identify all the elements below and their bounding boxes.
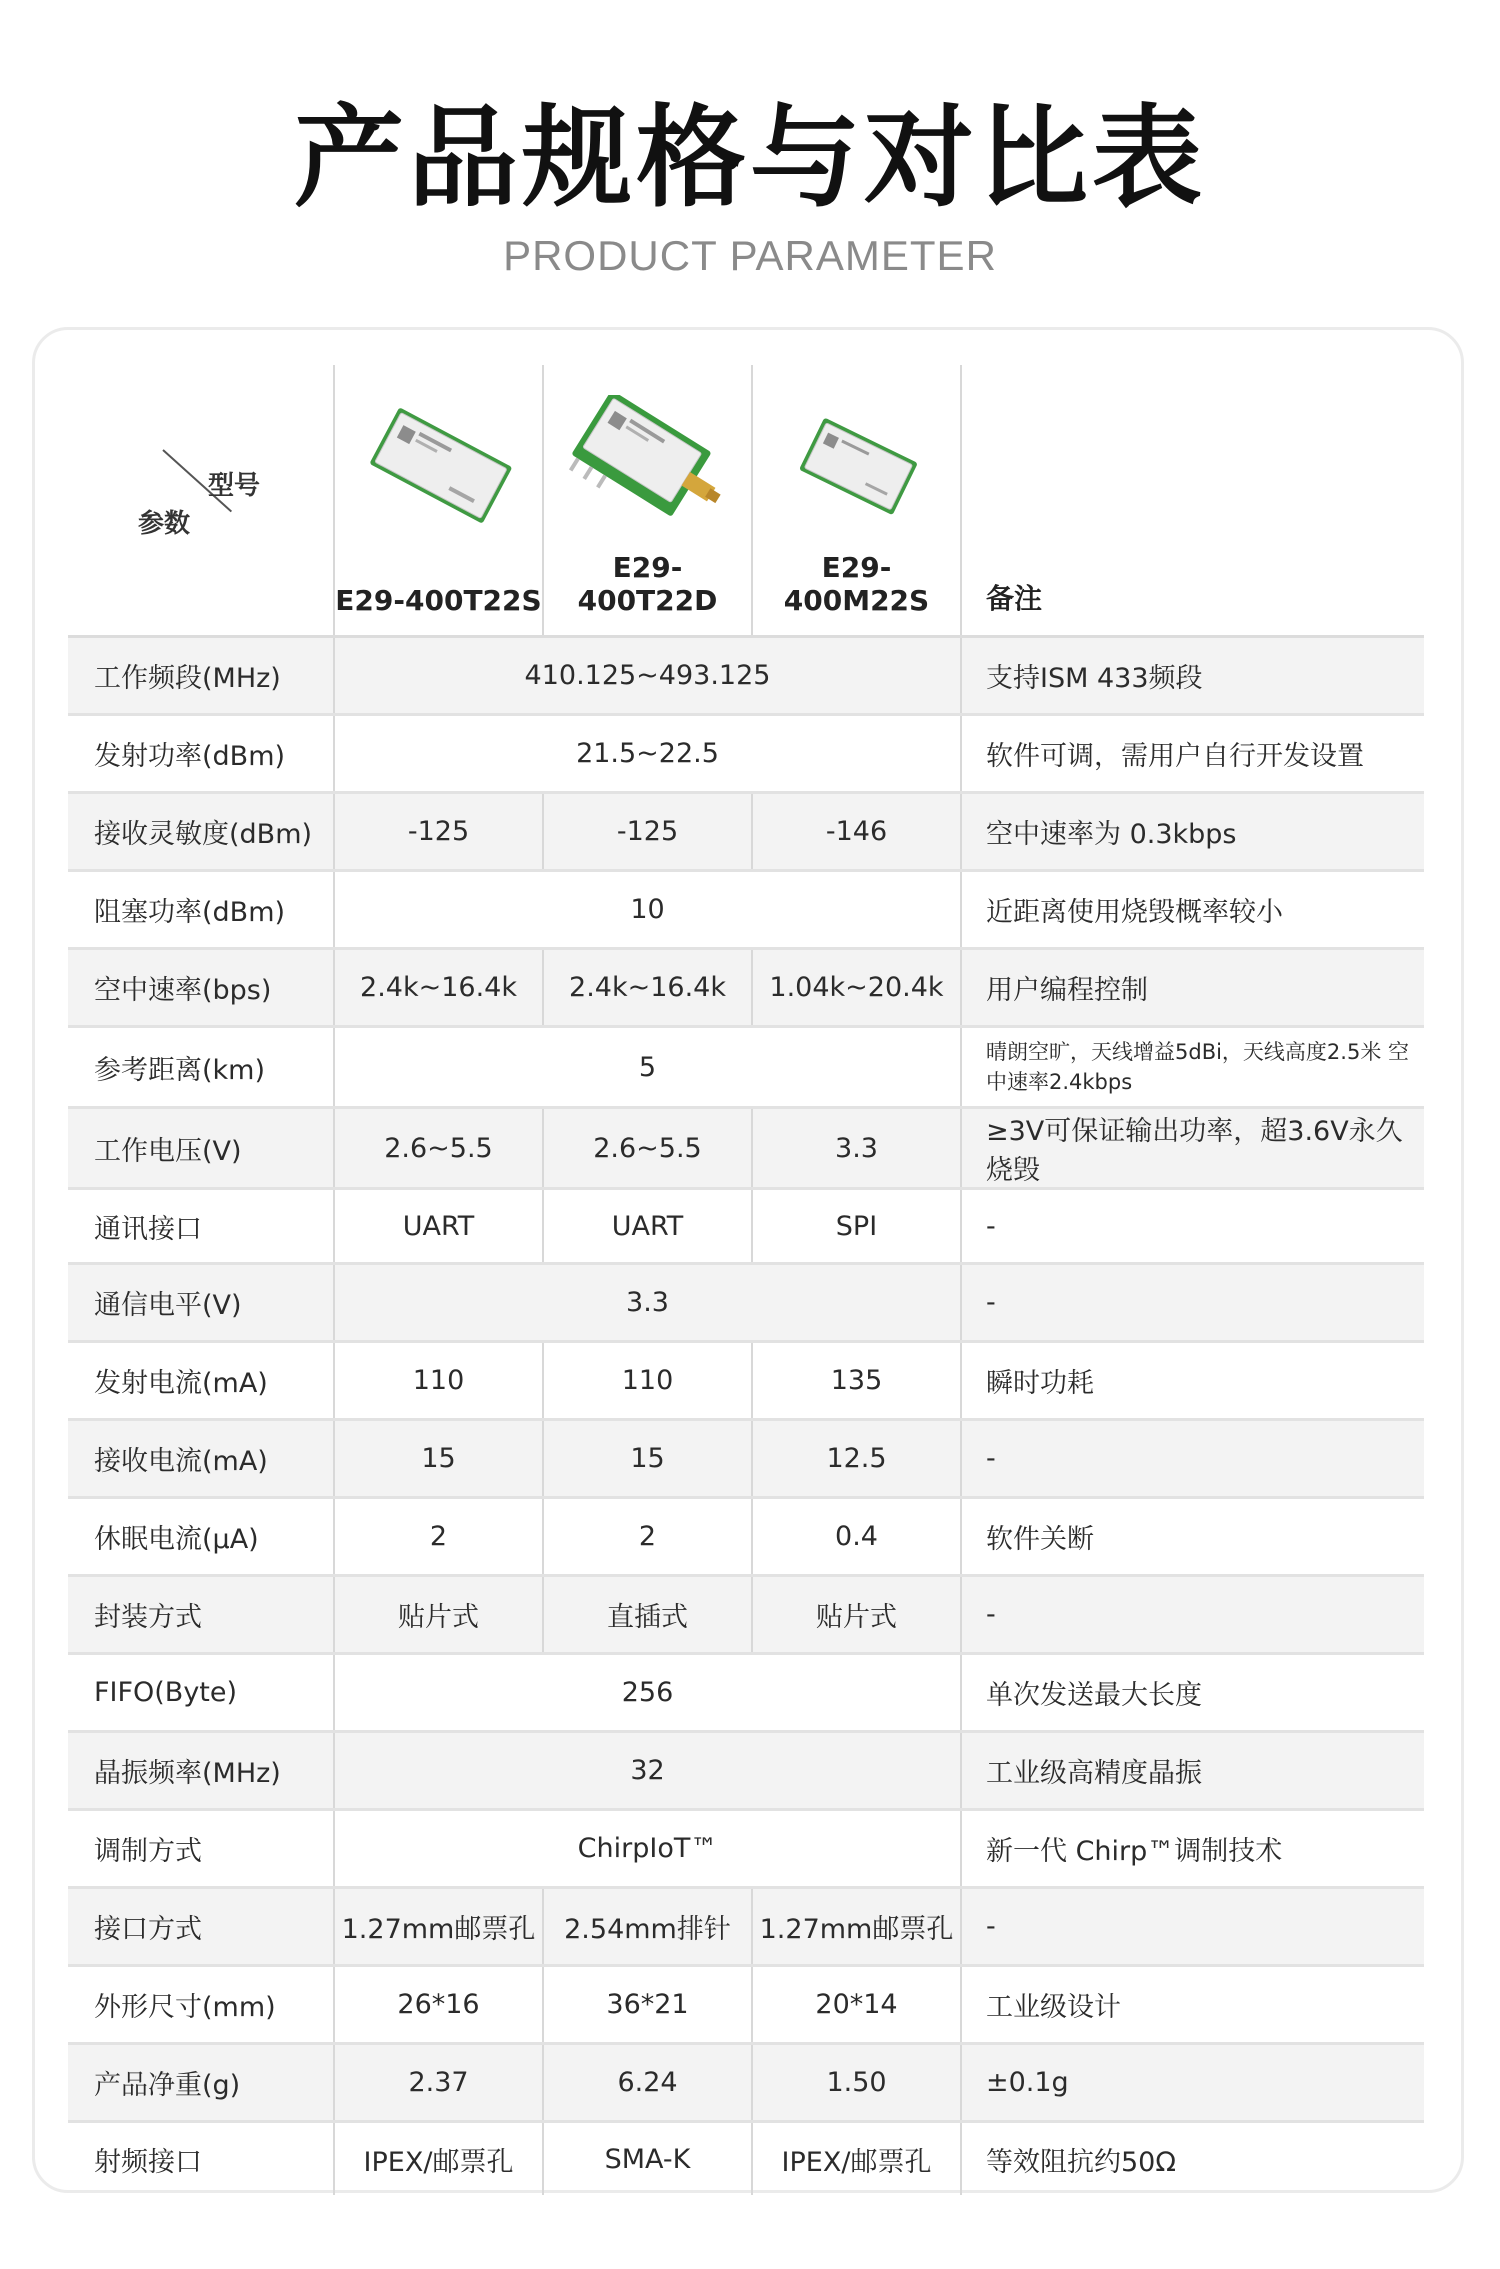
note-cell: 晴朗空旷，天线增益5dBi，天线高度2.5米 空中速率2.4kbps — [961, 1027, 1424, 1108]
smd-module-image — [773, 395, 943, 535]
param-name-cell: 通信电平(V) — [68, 1264, 334, 1342]
param-name-cell: 封装方式 — [68, 1576, 334, 1654]
product-header-1 — [334, 365, 543, 637]
merged-value-cell: 3.3 — [334, 1264, 961, 1342]
note-label: 备注 — [986, 582, 1043, 615]
param-name-cell: 工作频段(MHz) — [68, 637, 334, 715]
value-cell: 2.54mm排针 — [543, 1888, 752, 1966]
value-cell: 2.6~5.5 — [543, 1108, 752, 1189]
product-header-3 — [752, 365, 961, 637]
table-row — [68, 637, 1424, 715]
value-cell: 2 — [334, 1498, 543, 1576]
value-cell: 1.04k~20.4k — [752, 949, 961, 1027]
note-cell: 空中速率为 0.3kbps — [961, 793, 1424, 871]
page-title: 产品规格与对比表 — [294, 94, 1206, 222]
table-row — [68, 1966, 1424, 2044]
note-cell: 软件关断 — [961, 1498, 1424, 1576]
table-row — [68, 1342, 1424, 1420]
value-cell: 110 — [334, 1342, 543, 1420]
table-row — [68, 793, 1424, 871]
note-cell: 工业级设计 — [961, 1966, 1424, 2044]
merged-value-cell: ChirpIoT™ — [334, 1810, 961, 1888]
table-row — [68, 871, 1424, 949]
value-cell: -125 — [334, 793, 543, 871]
value-cell: 1.27mm邮票孔 — [752, 1888, 961, 1966]
param-name-cell: 阻塞功率(dBm) — [68, 871, 334, 949]
param-name-cell: 发射功率(dBm) — [68, 715, 334, 793]
value-cell: 贴片式 — [752, 1576, 961, 1654]
merged-value-cell: 410.125~493.125 — [334, 637, 961, 715]
table-header-row — [68, 365, 1424, 637]
note-cell: 新一代 Chirp™调制技术 — [961, 1810, 1424, 1888]
value-cell: 1.27mm邮票孔 — [334, 1888, 543, 1966]
note-cell: ±0.1g — [961, 2044, 1424, 2122]
value-cell: 15 — [334, 1420, 543, 1498]
table-row — [68, 1888, 1424, 1966]
table-row — [68, 1732, 1424, 1810]
param-name-cell: 休眠电流(μA) — [68, 1498, 334, 1576]
table-row — [68, 1576, 1424, 1654]
param-name-cell: 工作电压(V) — [68, 1108, 334, 1189]
table-row — [68, 949, 1424, 1027]
value-cell: UART — [543, 1189, 752, 1264]
note-cell: 支持ISM 433频段 — [961, 637, 1424, 715]
value-cell: 2 — [543, 1498, 752, 1576]
product-header-2 — [543, 365, 752, 637]
table-row — [68, 2122, 1424, 2196]
merged-value-cell: 256 — [334, 1654, 961, 1732]
note-cell: 用户编程控制 — [961, 949, 1424, 1027]
value-cell: 110 — [543, 1342, 752, 1420]
value-cell: 2.37 — [334, 2044, 543, 2122]
value-cell: IPEX/邮票孔 — [334, 2122, 543, 2196]
value-cell: 20*14 — [752, 1966, 961, 2044]
note-cell: - — [961, 1576, 1424, 1654]
value-cell: 贴片式 — [334, 1576, 543, 1654]
value-cell: IPEX/邮票孔 — [752, 2122, 961, 2196]
table-row — [68, 1189, 1424, 1264]
note-cell: - — [961, 1420, 1424, 1498]
product-name: E29-400M22S — [783, 551, 930, 617]
value-cell: -146 — [752, 793, 961, 871]
dip-module-with-antenna-image — [564, 395, 734, 535]
value-cell: 26*16 — [334, 1966, 543, 2044]
param-name-cell: 射频接口 — [94, 2146, 202, 2178]
value-cell: 135 — [752, 1342, 961, 1420]
spec-table — [68, 365, 1424, 2195]
value-cell: SPI — [752, 1189, 961, 1264]
table-row — [68, 1108, 1424, 1189]
merged-value-cell: 5 — [334, 1027, 961, 1108]
value-cell: 15 — [543, 1420, 752, 1498]
param-name-cell: 接口方式 — [68, 1888, 334, 1966]
table-row — [68, 1264, 1424, 1342]
note-cell: 瞬时功耗 — [961, 1342, 1424, 1420]
table-row — [68, 715, 1424, 793]
value-cell: SMA-K — [543, 2122, 752, 2196]
note-cell: 近距离使用烧毁概率较小 — [961, 871, 1424, 949]
note-cell: - — [961, 1264, 1424, 1342]
product-name: E29-400T22S — [335, 584, 542, 617]
value-cell: -125 — [543, 793, 752, 871]
param-name-cell: 接收电流(mA) — [68, 1420, 334, 1498]
param-name-cell: 接收灵敏度(dBm) — [68, 793, 334, 871]
note-cell: ≥3V可保证输出功率，超3.6V永久烧毁 — [961, 1108, 1424, 1189]
table-row — [68, 1027, 1424, 1108]
merged-value-cell: 32 — [334, 1732, 961, 1810]
value-cell: 36*21 — [543, 1966, 752, 2044]
value-cell: 12.5 — [752, 1420, 961, 1498]
param-name-cell: 通讯接口 — [68, 1189, 334, 1264]
model-label: 型号 — [208, 471, 261, 501]
value-cell: 2.6~5.5 — [334, 1108, 543, 1189]
table-row — [68, 1654, 1424, 1732]
value-cell: 直插式 — [543, 1576, 752, 1654]
param-name-cell: 空中速率(bps) — [68, 949, 334, 1027]
param-label: 参数 — [138, 509, 191, 539]
merged-value-cell: 21.5~22.5 — [334, 715, 961, 793]
note-cell: - — [961, 1189, 1424, 1264]
value-cell: 3.3 — [752, 1108, 961, 1189]
table-row — [68, 1810, 1424, 1888]
param-name-cell: 产品净重(g) — [68, 2044, 334, 2122]
value-cell: 2.4k~16.4k — [334, 949, 543, 1027]
note-cell: 等效阻抗约50Ω — [961, 2122, 1424, 2196]
note-cell: 软件可调，需用户自行开发设置 — [961, 715, 1424, 793]
value-cell: 2.4k~16.4k — [543, 949, 752, 1027]
smd-module-image — [355, 395, 525, 535]
table-row — [68, 2044, 1424, 2122]
table-row — [68, 1420, 1424, 1498]
param-name-cell: 发射电流(mA) — [68, 1342, 334, 1420]
param-name-cell: 晶振频率(MHz) — [68, 1732, 334, 1810]
param-name-cell: FIFO(Byte) — [68, 1654, 334, 1732]
merged-value-cell: 10 — [334, 871, 961, 949]
header-corner-cell — [68, 365, 334, 637]
note-cell: 工业级高精度晶振 — [961, 1732, 1424, 1810]
value-cell: UART — [334, 1189, 543, 1264]
table-row — [68, 1498, 1424, 1576]
note-cell: 单次发送最大长度 — [961, 1654, 1424, 1732]
param-name-cell: 参考距离(km) — [68, 1027, 334, 1108]
page-subtitle: PRODUCT PARAMETER — [503, 232, 997, 279]
param-name-cell: 外形尺寸(mm) — [68, 1966, 334, 2044]
product-name: E29-400T22D — [577, 551, 718, 617]
note-header — [961, 365, 1424, 637]
spec-table-body — [68, 637, 1424, 2196]
value-cell: 6.24 — [543, 2044, 752, 2122]
param-name-cell: 调制方式 — [68, 1810, 334, 1888]
note-cell: - — [961, 1888, 1424, 1966]
value-cell: 1.50 — [752, 2044, 961, 2122]
value-cell: 0.4 — [752, 1498, 961, 1576]
